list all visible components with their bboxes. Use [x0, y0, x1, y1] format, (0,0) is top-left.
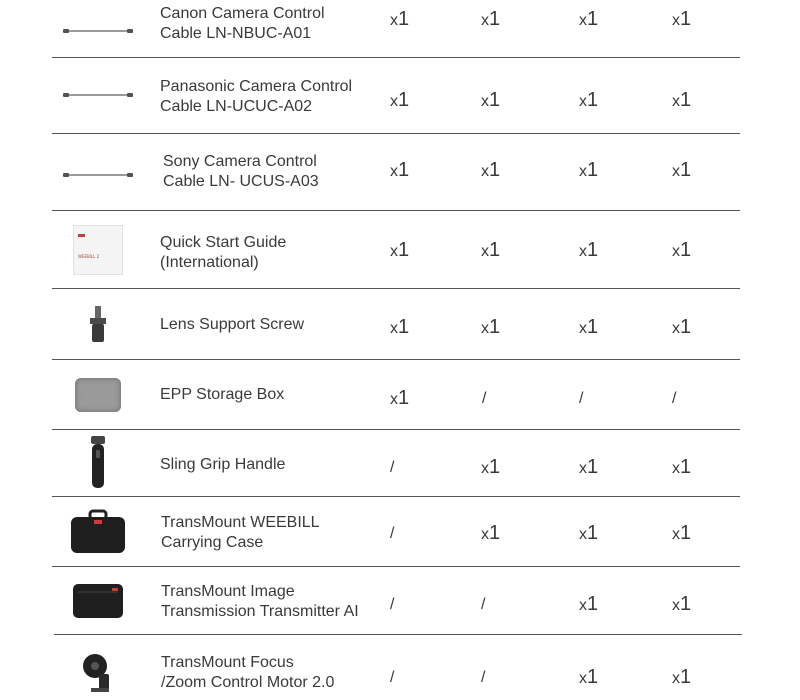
carrying-case-icon	[60, 507, 136, 557]
qty-cell: x1	[481, 522, 501, 544]
qty-cell: /	[481, 669, 486, 686]
item-name: Panasonic Camera Control Cable LN-UCUC-A02	[160, 78, 353, 115]
qty-cell: x1	[390, 8, 410, 30]
table-row	[0, 497, 800, 566]
item-name: Sony Camera Control Cable LN- UCUS-A03	[163, 153, 319, 190]
focus-zoom-motor-icon	[60, 647, 136, 697]
camera-control-cable-icon	[60, 80, 136, 110]
qty-cell: x1	[672, 159, 692, 181]
qty-cell: /	[672, 390, 677, 407]
qty-cell: x1	[579, 159, 599, 181]
qty-cell: x1	[672, 593, 692, 615]
qty-cell: /	[482, 390, 487, 407]
table-row	[0, 289, 800, 359]
item-name: Sling Grip Handle	[160, 456, 286, 473]
table-row	[0, 430, 800, 496]
lens-support-screw-icon	[60, 305, 136, 345]
qty-cell: x1	[672, 666, 692, 688]
qty-cell: x1	[390, 89, 410, 111]
qty-cell: /	[390, 525, 395, 542]
qty-cell: x1	[481, 456, 501, 478]
qty-cell: x1	[579, 316, 599, 338]
qty-cell: x1	[579, 522, 599, 544]
qty-cell: /	[390, 459, 395, 476]
item-name: Quick Start Guide (International)	[160, 234, 287, 271]
item-name: EPP Storage Box	[160, 386, 285, 403]
sling-grip-handle-icon	[60, 436, 136, 492]
qty-cell: x1	[579, 89, 599, 111]
table-row	[0, 58, 800, 134]
qty-cell: x1	[390, 387, 410, 409]
image-transmitter-icon	[60, 579, 136, 623]
camera-control-cable-icon	[60, 160, 136, 190]
qty-cell: x1	[390, 316, 410, 338]
table-row	[0, 0, 800, 58]
item-name: TransMount WEEBILL Carrying Case	[161, 514, 320, 551]
camera-control-cable-icon	[60, 16, 136, 46]
quick-start-guide-icon	[60, 225, 136, 275]
qty-cell: x1	[481, 316, 501, 338]
qty-cell: x1	[672, 522, 692, 544]
table-row	[0, 360, 800, 429]
qty-cell: /	[579, 390, 584, 407]
qty-cell: x1	[579, 456, 599, 478]
qty-cell: x1	[672, 8, 692, 30]
qty-cell: x1	[390, 159, 410, 181]
qty-cell: x1	[481, 8, 501, 30]
storage-box-icon	[60, 376, 136, 414]
qty-cell: x1	[672, 89, 692, 111]
qty-cell: x1	[579, 239, 599, 261]
item-name: TransMount Focus /Zoom Control Motor 2.0	[161, 654, 335, 691]
table-row	[0, 635, 800, 700]
table-row	[0, 567, 800, 635]
item-name: Canon Camera Control Cable LN-NBUC-A01	[160, 5, 325, 42]
qty-cell: /	[390, 669, 395, 686]
item-name: Lens Support Screw	[160, 316, 305, 333]
qty-cell: x1	[481, 239, 501, 261]
qty-cell: /	[390, 596, 395, 613]
qty-cell: x1	[672, 456, 692, 478]
qty-cell: /	[481, 596, 486, 613]
qty-cell: x1	[579, 593, 599, 615]
qty-cell: x1	[579, 666, 599, 688]
table-row	[0, 134, 800, 211]
table-row	[0, 211, 800, 288]
qty-cell: x1	[579, 8, 599, 30]
qty-cell: x1	[390, 239, 410, 261]
qty-cell: x1	[672, 239, 692, 261]
guide-brand-label: WEEBILL 2	[78, 254, 100, 259]
qty-cell: x1	[481, 89, 501, 111]
item-name: TransMount Image Transmission Transmitter AI	[161, 583, 359, 620]
qty-cell: x1	[481, 159, 501, 181]
qty-cell: x1	[672, 316, 692, 338]
